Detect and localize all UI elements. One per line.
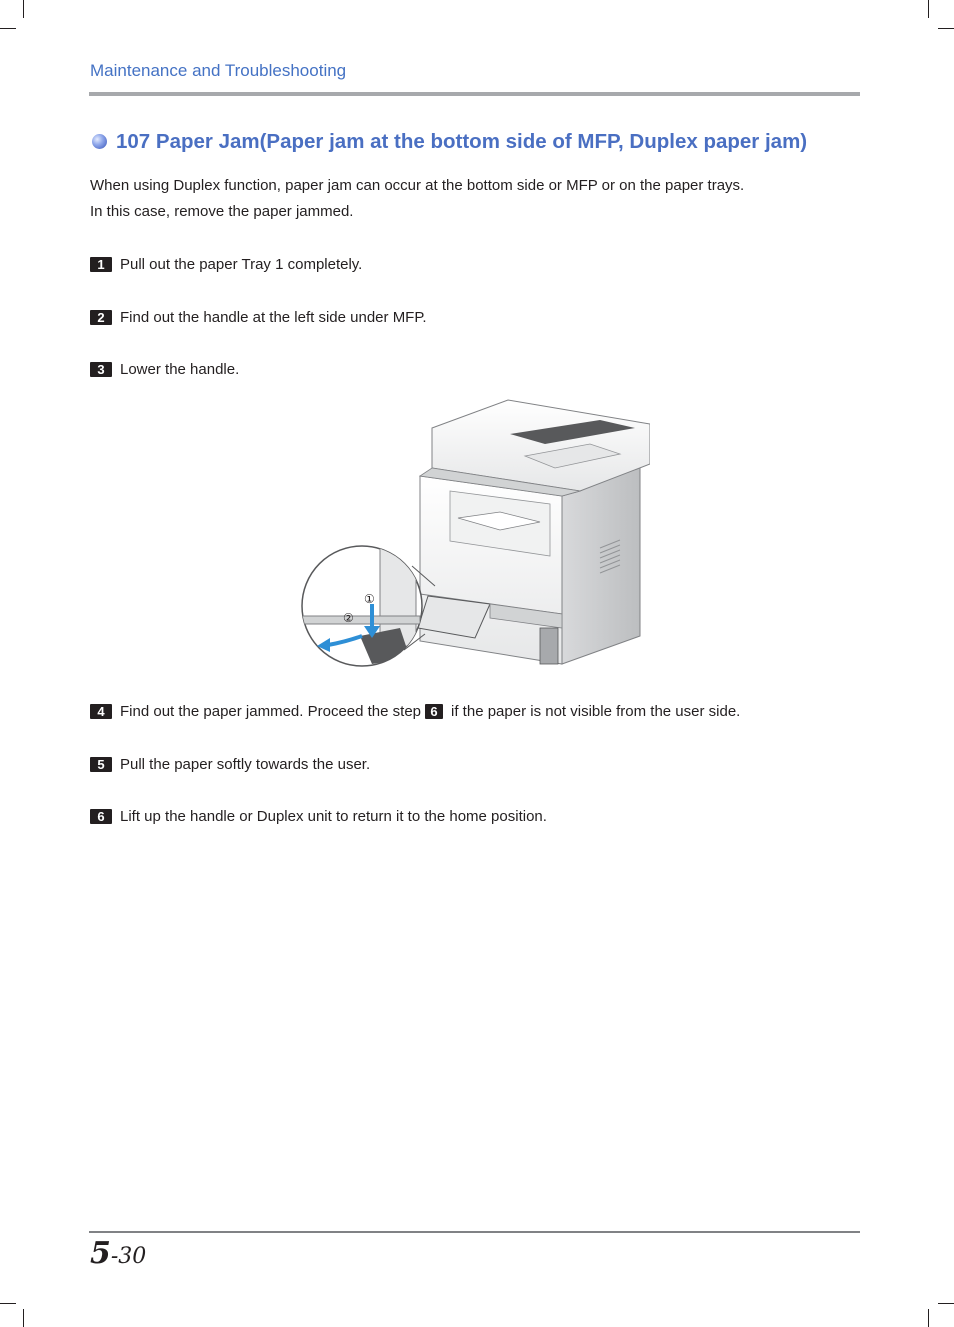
step-3 (90, 361, 239, 378)
callout-1: ① (364, 592, 375, 606)
intro-line: When using Duplex function, paper jam can occur at the bottom side or MFP or on the paper trays. (90, 177, 745, 194)
step-number-badge: 2 (90, 310, 112, 325)
callout-2: ② (343, 611, 354, 625)
printer-side-panel (562, 464, 640, 664)
chapter-number: 5 (90, 1236, 111, 1271)
step-text: Pull out the paper Tray 1 completely. (120, 256, 363, 273)
step-2 (90, 309, 427, 326)
header-rule (89, 92, 860, 96)
section-title (90, 130, 870, 154)
step-4 (90, 703, 740, 720)
bullet-icon (92, 134, 107, 149)
step-text: Lower the handle. (120, 361, 240, 378)
printer-foot (540, 628, 558, 664)
step-reference-badge: 6 (425, 704, 443, 719)
page-suffix: -30 (110, 1244, 147, 1269)
running-header: Maintenance and Troubleshooting (90, 61, 347, 80)
step-number-badge: 3 (90, 362, 112, 377)
step-number-badge: 5 (90, 757, 112, 772)
crop-mark (928, 1309, 929, 1327)
crop-mark (0, 1303, 16, 1304)
crop-mark (938, 1303, 954, 1304)
step-1 (90, 256, 362, 273)
step-number-badge: 1 (90, 257, 112, 272)
step-number-badge: 6 (90, 809, 112, 824)
step-text: if the paper is not visible from the user side. (451, 703, 741, 720)
crop-mark (0, 28, 16, 29)
step-5 (90, 756, 370, 773)
crop-mark (928, 0, 929, 18)
intro-line: In this case, remove the paper jammed. (90, 203, 354, 220)
step-text: Pull the paper softly towards the user. (120, 756, 371, 773)
step-text: Lift up the handle or Duplex unit to return it to the home position. (120, 808, 547, 825)
step-6 (90, 808, 547, 825)
crop-mark (23, 0, 24, 18)
section-title-text: 107 Paper Jam(Paper jam at the bottom side of MFP, Duplex paper jam) (116, 130, 808, 153)
crop-mark (938, 28, 954, 29)
crop-mark (23, 1309, 24, 1327)
page-number (90, 1236, 146, 1271)
step-text: Find out the handle at the left side under MFP. (120, 309, 427, 326)
footer-rule (89, 1231, 860, 1233)
step-text: Find out the paper jammed. Proceed the step (120, 703, 422, 720)
printer-illustration (300, 396, 650, 674)
step-number-badge: 4 (90, 704, 112, 719)
